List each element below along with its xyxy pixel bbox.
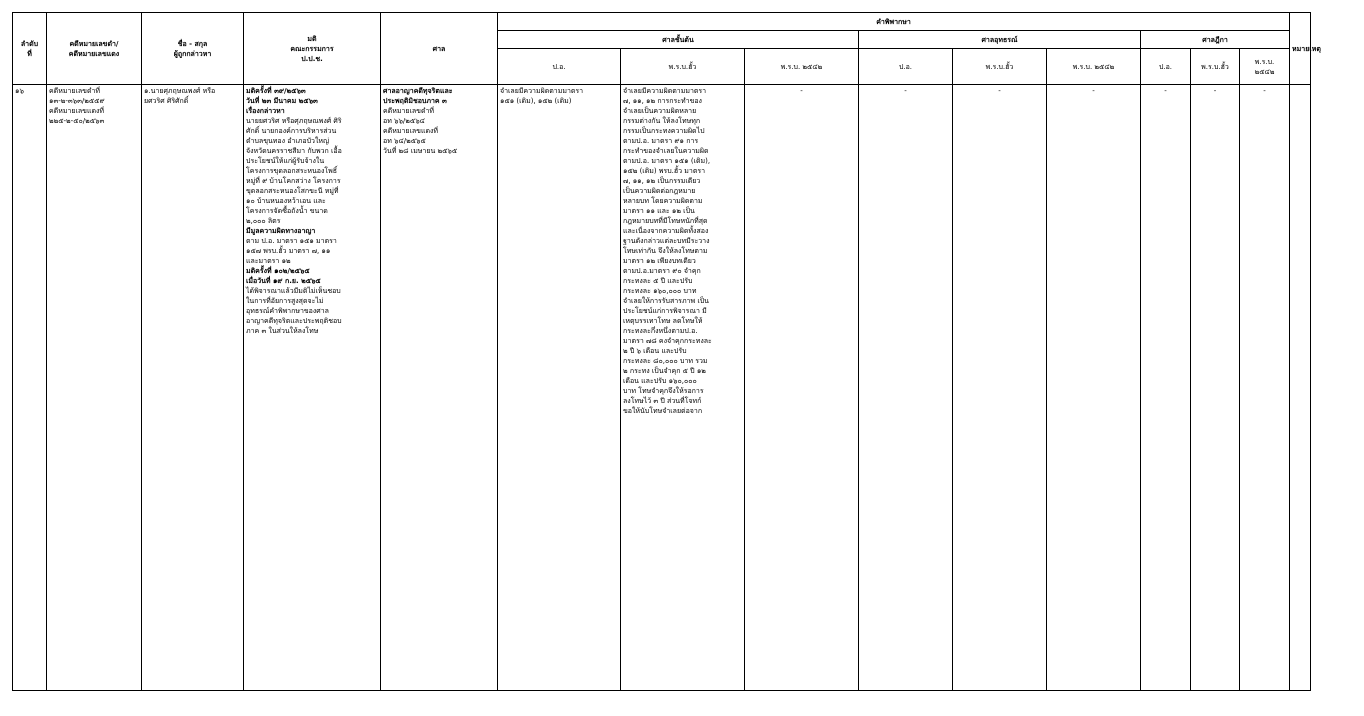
header-fi-prb2542: พ.ร.บ. ๒๕๔๒ <box>745 49 859 85</box>
row-fi-pa: จำเลยมีความผิดตามมาตรา ๑๕๑ (เดิม), ๑๕๒ (เดิม) <box>498 85 621 691</box>
case-table <box>12 12 1321 691</box>
table-row <box>13 85 1311 691</box>
resolution-1-finding-label: มีมูลความผิดทางอาญา <box>246 227 316 235</box>
row-ap-pa: - <box>859 85 953 691</box>
header-sc-prb2542: พ.ร.บ. ๒๕๔๒ <box>1240 49 1290 85</box>
resolution-1-title: มติครั้งที่ ๓๙/๒๕๖๓ <box>246 87 306 95</box>
row-fi-prb: จำเลยมีความผิดตามมาตรา ๗, ๑๑, ๑๒ การกระทำของ จำเลยเป็นความผิดหลาย กรรมต่างกัน ให้ลงโทษทุก กรรมเป็นกระทงความผิดไป ตามป.อ. มาตรา ๙๑ การ กระทำของจำเลยในความผิด ตามป.อ. มาตรา ๑๕๑ (เดิม), ๑๕๒ (เดิม) พรบ.ฮั้ว มาตรา ๗, ๑๑, ๑๒ เป็นกรรมเดียว เป็นความผิดต่อกฎหมาย หลายบท โดยความผิดตาม มาตรา ๑๑ และ ๑๒ เป็น กฎหมายบทที่มีโทษหนักที่สุด และเนื่องจากความผิดทั้งสอง ฐานดังกล่าวแต่ละบทมีระวาง โทษเท่ากัน จึงให้ลงโทษตาม มาตรา ๑๒ เพียงบทเดียว ตามป.อ.มาตรา ๙๐ จำคุก กระทงละ ๕ ปี และปรับ กระทงละ ๑๖๐,๐๐๐ บาท จำเลยให้การรับสารภาพ เป็น ประโยชน์แก่การพิจารณา มี เหตุบรรเทาโทษ ลดโทษให้ กระทงละกึ่งหนึ่งตามป.อ. มาตรา ๗๘ คงจำคุกกระทงละ ๒ ปี ๖ เดือน และปรับ กระทงละ ๘๐,๐๐๐ บาท รวม ๒ กระทง เป็นจำคุก ๕ ปี ๑๒ เดือน และปรับ ๑๖๐,๐๐๐ บาท โทษจำคุกจึงให้รอการ ลงโทษไว้ ๓ ปี ส่วนที่โจทก์ ขอให้นับโทษจำเลยต่อจาก <box>621 85 745 691</box>
header-case-no: คดีหมายเลขดำ/ คดีหมายเลขแดง <box>47 13 142 85</box>
row-sc-prb2542: - <box>1240 85 1290 691</box>
header-appeal: ศาลอุทธรณ์ <box>859 31 1141 49</box>
header-ap-pa: ป.อ. <box>859 49 953 85</box>
resolution-1-date: วันที่ ๒๓ มีนาคม ๒๕๖๓ <box>246 97 318 105</box>
resolution-2-text: ได้พิจารณาแล้วมีมติไม่เห็นชอบ ในการที่อัยการสูงสุดจะไม่ อุทธรณ์คำพิพากษาของศาล อาญาคดีทุจริตและประพฤติชอบ ภาค ๓ ในส่วนให้ลงโทษ <box>246 287 342 335</box>
header-judgment: คำพิพากษา <box>498 13 1290 31</box>
header-name: ชื่อ - สกุล ผู้ถูกกล่าวหา <box>142 13 244 85</box>
resolution-2-date: เมื่อวันที่ ๑๙ ก.ย. ๒๕๖๕ <box>246 277 321 285</box>
row-fi-prb2542: - <box>745 85 859 691</box>
row-case-no: คดีหมายเลขดำที่ ๑๓-๒-๓๖๓/๒๕๕๙ คดีหมายเลขแดงที่ ๒๒๕-๒-๕๐/๒๕๖๓ <box>47 85 142 691</box>
resolution-1-finding: ตาม ป.อ. มาตรา ๑๕๑ มาตรา ๑๕๗ พรบ.ฮั้ว มาตรา ๗, ๑๑ และมาตรา ๑๒ <box>246 237 337 265</box>
header-resolution: มติ คณะกรรมการ ป.ป.ช. <box>244 13 381 85</box>
resolution-1-subject: นายยศวริศ หรือศุภฤษณพงศ์ ศิริ ศักดิ์ นายกองค์การบริหารส่วน ตำบลขุนทอง อำเภอบัวใหญ่ จังหวัดนครราชสีมา กับพวก เอื้อ ประโยชน์ให้แก่ผู้รับจ้างใน โครงการขุดลอกสระหนองโพธิ์ หมู่ที่ ๙ บ้านโคกสว่าง โครงการ ขุดลอกสระหนองโสกขะนี หมู่ที่ ๑๐ บ้านหนองหว้าเอน และ โครงการจัดซื้อถังน้ำ ขนาด ๒,๐๐๐ ลิตร <box>246 117 342 225</box>
header-remark: หมายเหตุ <box>1290 13 1311 85</box>
header-court: ศาล <box>381 13 498 85</box>
header-sc-pa: ป.อ. <box>1141 49 1191 85</box>
header-fi-prb: พ.ร.บ.ฮั้ว <box>621 49 745 85</box>
header-ap-prb2542: พ.ร.บ. ๒๕๔๒ <box>1047 49 1141 85</box>
row-sc-prb: - <box>1191 85 1240 691</box>
header-supreme: ศาลฎีกา <box>1141 31 1290 49</box>
header-fi-pa: ป.อ. <box>498 49 621 85</box>
row-remark <box>1290 85 1311 691</box>
header-ap-prb: พ.ร.บ.ฮั้ว <box>953 49 1047 85</box>
row-no: ๑๖ <box>13 85 47 691</box>
row-resolution <box>244 85 381 691</box>
header-sc-prb: พ.ร.บ.ฮั้ว <box>1191 49 1240 85</box>
court-name: ศาลอาญาคดีทุจริตและ ประพฤติมิชอบภาค ๓ <box>383 87 453 105</box>
row-sc-pa: - <box>1141 85 1191 691</box>
header-no: ลำดับ ที่ <box>13 13 47 85</box>
row-ap-prb: - <box>953 85 1047 691</box>
resolution-2-title: มติครั้งที่ ๑๐๒/๒๕๖๕ <box>246 267 310 275</box>
row-name: ๑.นายศุภฤษณพงศ์ หรือ ยศวริศ ศิริศักดิ์ <box>142 85 244 691</box>
resolution-1-subject-label: เรื่องกล่าวหา <box>246 107 285 115</box>
row-court <box>381 85 498 691</box>
court-details: คดีหมายเลขดำที่ อท ๖๖/๒๕๖๔ คดีหมายเลขแดงที่ อท ๖๔/๒๕๖๕ วันที่ ๒๘ เมษายน ๒๕๖๕ <box>383 107 458 155</box>
header-first-instance: ศาลชั้นต้น <box>498 31 859 49</box>
row-ap-prb2542: - <box>1047 85 1141 691</box>
